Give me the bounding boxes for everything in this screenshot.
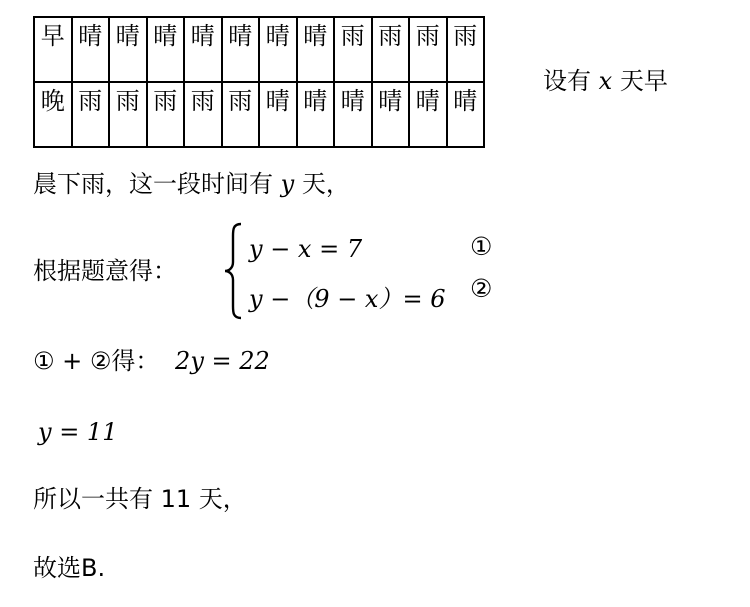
table-cell: 晴	[72, 17, 110, 82]
table-cell: 雨	[447, 17, 485, 82]
answer-line: 故选B.	[33, 554, 106, 582]
table-cell: 晴	[222, 17, 260, 82]
table-cell: 晴	[259, 17, 297, 82]
equation-2: y −（9 − x）= 6	[249, 285, 446, 313]
table-cell: 雨	[409, 17, 447, 82]
table-cell: 晚	[34, 82, 72, 147]
equation-brace	[223, 222, 243, 320]
table-cell: 雨	[222, 82, 260, 147]
sum-prefix: ① + ②得：	[33, 347, 160, 375]
table-cell: 雨	[109, 82, 147, 147]
y-result: y = 11	[38, 418, 118, 446]
table-cell: 晴	[447, 82, 485, 147]
sum-step	[33, 347, 270, 376]
table-cell: 晴	[297, 17, 335, 82]
intro-text-after-table	[543, 67, 668, 96]
table-cell: 晴	[109, 17, 147, 82]
equation-1: y − x = 7	[249, 235, 363, 263]
table-cell: 晴	[297, 82, 335, 147]
text-segment: 天，	[301, 170, 350, 198]
equation-2-mark: ②	[470, 274, 493, 303]
variable-x: x	[598, 67, 613, 95]
table-cell: 雨	[147, 82, 185, 147]
table-cell: 雨	[334, 17, 372, 82]
morning-row	[34, 17, 484, 82]
table-cell: 晴	[409, 82, 447, 147]
evening-row	[34, 82, 484, 147]
table-cell: 雨	[72, 82, 110, 147]
table-cell: 晴	[334, 82, 372, 147]
total-days-line: 所以一共有 11 天，	[33, 485, 247, 513]
text-segment: 晨下雨，这一段时间有	[33, 170, 273, 198]
table-cell: 晴	[372, 82, 410, 147]
table-cell: 早	[34, 17, 72, 82]
intro-text-line2	[33, 170, 350, 199]
weather-table	[33, 16, 485, 148]
table-cell: 雨	[372, 17, 410, 82]
variable-y: y	[280, 170, 295, 198]
sum-equation: 2y = 22	[175, 347, 270, 375]
table-cell: 雨	[184, 82, 222, 147]
by-question-label: 根据题意得：	[33, 257, 177, 285]
table-cell: 晴	[184, 17, 222, 82]
equation-1-mark: ①	[470, 232, 493, 261]
table-cell: 晴	[259, 82, 297, 147]
text-segment: 天早	[619, 67, 668, 95]
text-segment: 设有	[543, 67, 591, 95]
table-cell: 晴	[147, 17, 185, 82]
